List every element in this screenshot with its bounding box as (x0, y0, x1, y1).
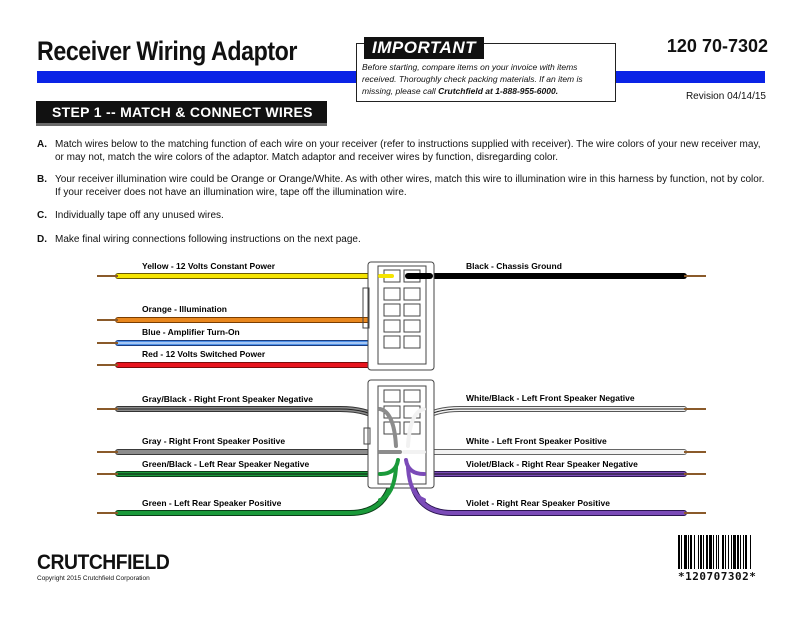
instruction-letter: D. (37, 234, 47, 245)
instruction-letter: B. (37, 174, 47, 185)
important-text-plain: Before starting, compare items on your invoice with items received. Thoroughly check packing materials. If an item is missing, please call (362, 62, 583, 96)
crutchfield-logo: CRUTCHFIELD (37, 551, 170, 574)
barcode-bar (743, 535, 744, 569)
part-number: 120 70-7302 (666, 36, 768, 56)
barcode-bar (725, 535, 726, 569)
label-red: Red - 12 Volts Switched Power (142, 349, 266, 359)
barcode-bar (718, 535, 719, 569)
label-gray-black: Gray/Black - Right Front Speaker Negative (142, 394, 313, 404)
barcode-bar (700, 535, 702, 569)
barcode-bar (750, 535, 751, 569)
instruction-text: Individually tape off any unused wires. (55, 210, 224, 221)
label-blue: Blue - Amplifier Turn-On (142, 327, 240, 337)
label-white-black: White/Black - Left Front Speaker Negative (466, 393, 635, 403)
revision-date: Revision 04/14/15 (685, 91, 766, 102)
barcode-bar (733, 535, 736, 569)
barcode-text: *120707302* (678, 570, 757, 583)
barcode-bar (694, 535, 695, 569)
barcode-bar (698, 535, 699, 569)
instruction-text: Make final wiring connections following instructions on the next page. (55, 234, 361, 245)
barcode-bar (737, 535, 739, 569)
label-orange: Orange - Illumination (142, 304, 228, 314)
barcode-bar (709, 535, 712, 569)
instruction-letter: C. (37, 210, 47, 221)
barcode-bar (745, 535, 747, 569)
barcode-bar (722, 535, 724, 569)
step-banner: STEP 1 -- MATCH & CONNECT WIRES (36, 101, 327, 126)
label-white: White - Left Front Speaker Positive (466, 436, 607, 446)
label-black: Black - Chassis Ground (466, 261, 562, 271)
label-yellow: Yellow - 12 Volts Constant Power (142, 261, 276, 271)
important-phone: Crutchfield at 1-888-955-6000. (438, 86, 559, 96)
instruction-text: Your receiver illumination wire could be Orange or Orange/White. As with other wires, match this wire to illumination wire in this harness by function, not by color. If your receiver does not have an illumination wire, tape off the illumination wire. (55, 174, 765, 198)
copyright: Copyright 2015 Crutchfield Corporation (37, 575, 150, 582)
barcode-bar (688, 535, 689, 569)
barcode-bar (678, 535, 680, 569)
label-green-black: Green/Black - Left Rear Speaker Negative (142, 459, 310, 469)
label-violet-black: Violet/Black - Right Rear Speaker Negative (466, 459, 638, 469)
barcode-bar (681, 535, 682, 569)
barcode-bar (716, 535, 717, 569)
instruction-text: Match wires below to the matching function of each wire on your receiver (refer to instructions supplied with receiver). The wire colors of your new receiver may, or may not, match the wire colors of the adaptor. Match adaptor and receiver wires by function, disregarding color. (55, 139, 761, 163)
barcode-bar (706, 535, 708, 569)
barcode-bar (713, 535, 714, 569)
important-label: IMPORTANT (364, 37, 484, 59)
page-title: Receiver Wiring Adaptor (37, 36, 298, 66)
label-gray: Gray - Right Front Speaker Positive (142, 436, 286, 446)
barcode-bar (728, 535, 729, 569)
barcode (678, 535, 766, 569)
barcode-bar (731, 535, 732, 569)
barcode-bar (740, 535, 741, 569)
label-violet: Violet - Right Rear Speaker Positive (466, 498, 610, 508)
instruction-letter: A. (37, 139, 47, 150)
speaker-connector (364, 380, 434, 488)
barcode-bar (684, 535, 687, 569)
barcode-bar (690, 535, 692, 569)
label-green: Green - Left Rear Speaker Positive (142, 498, 282, 508)
barcode-bar (703, 535, 704, 569)
